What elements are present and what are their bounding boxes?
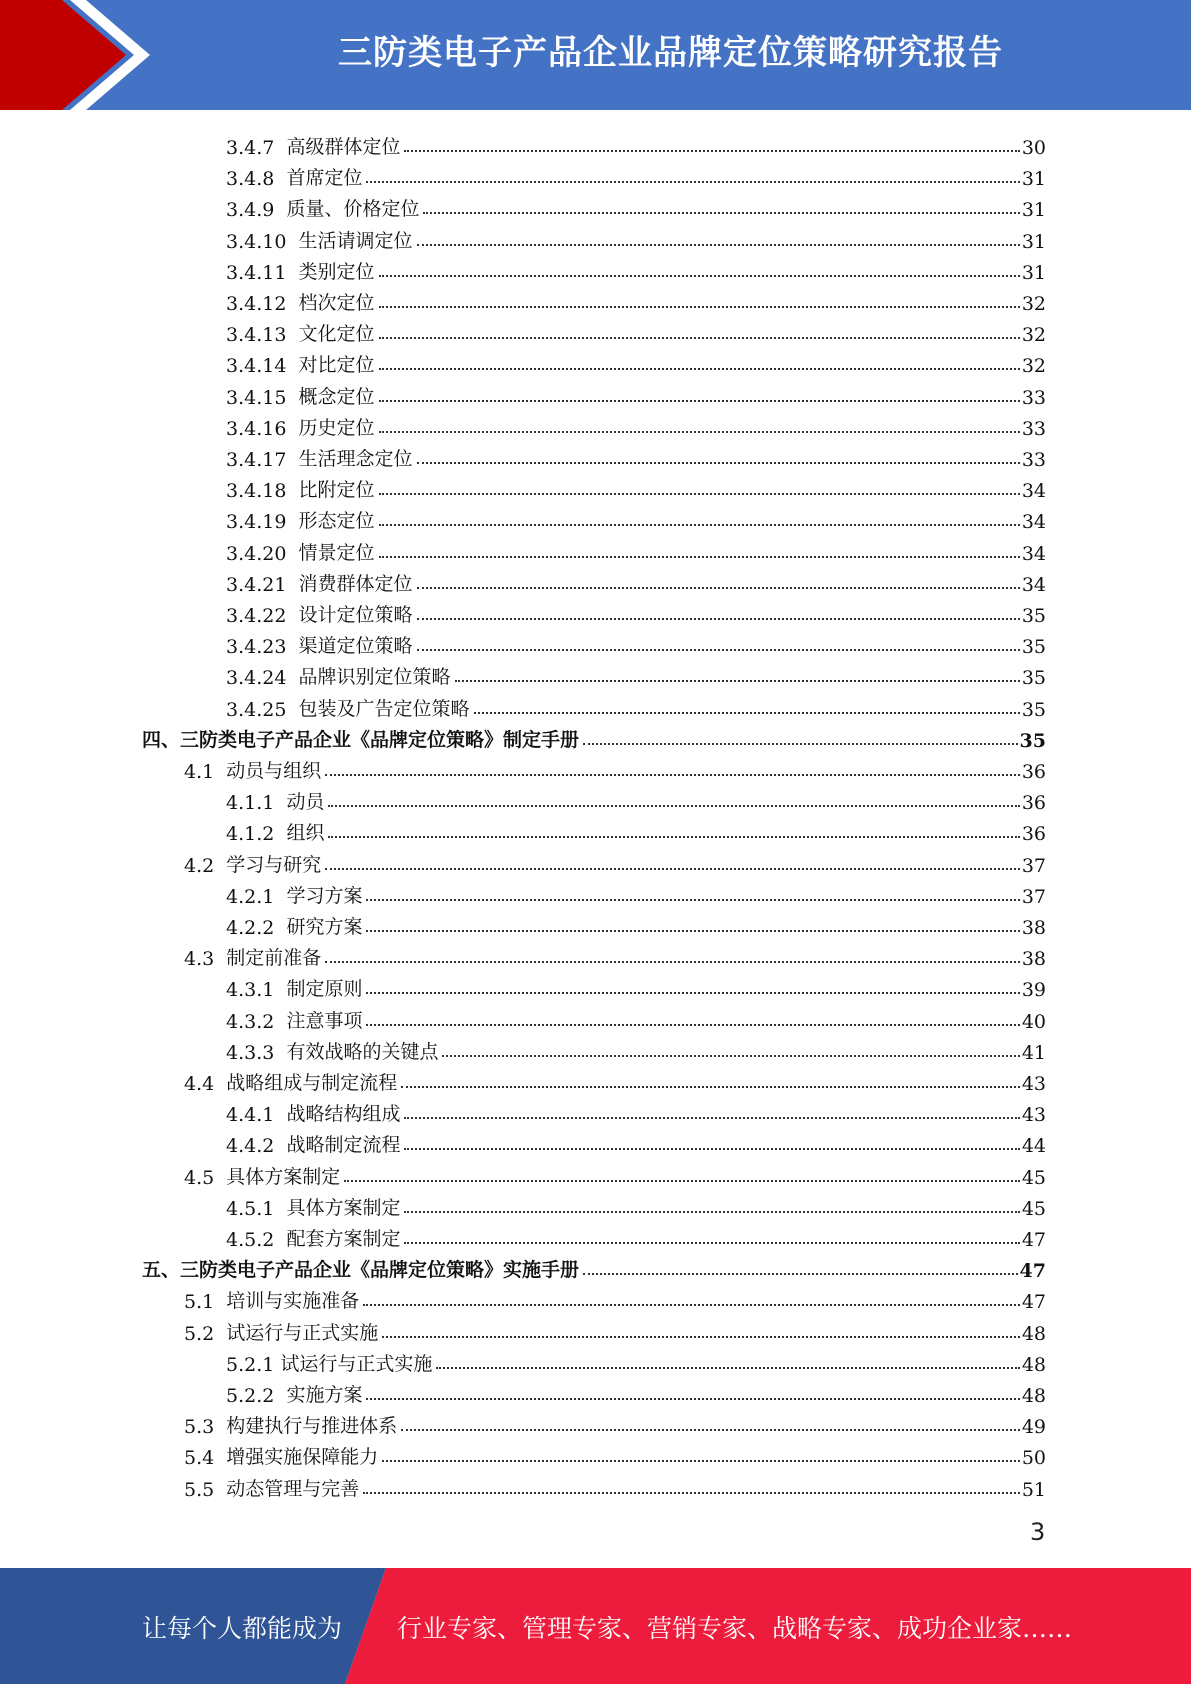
toc-entry-number: 3.4.17: [226, 449, 299, 471]
toc-entry-title: 培训与实施准备: [226, 1290, 360, 1313]
toc-dot-leader: [366, 1398, 1019, 1400]
toc-entry-title: 试运行与正式实施: [280, 1352, 433, 1375]
toc-entry-page: 47: [1019, 1260, 1046, 1283]
toc-entry-title: 概念定位: [298, 385, 375, 408]
toc-entry-number: 4.3.2: [226, 1010, 287, 1033]
toc-entry-title: 消费群体定位: [298, 572, 413, 595]
toc-entry-title: 构建执行与推进体系: [226, 1415, 398, 1438]
toc-entry-page: 34: [1021, 542, 1046, 565]
toc-entry-title: 类别定位: [298, 260, 375, 283]
footer-slogan: 让每个人都能成为: [142, 1614, 343, 1643]
toc-dot-leader: [382, 1336, 1020, 1338]
toc-dot-leader: [404, 150, 1019, 152]
toc-entry-title: 有效战略的关键点: [286, 1040, 439, 1063]
toc-dot-leader: [325, 868, 1020, 870]
toc-entry[interactable]: [226, 159, 1046, 190]
toc-entry-number: 3.4.19: [226, 511, 299, 534]
toc-entry-title: 形态定位: [298, 510, 375, 533]
toc-entry-title: 动员: [286, 791, 325, 814]
toc-entry[interactable]: [226, 970, 1046, 1001]
toc-entry-number: 4.3.3: [226, 1041, 287, 1064]
toc-entry[interactable]: [226, 378, 1046, 409]
toc-entry[interactable]: [226, 908, 1046, 939]
toc-dot-leader: [583, 1273, 1018, 1275]
report-title: 三防类电子产品企业品牌定位策略研究报告: [338, 33, 1003, 73]
toc-dot-leader: [328, 805, 1019, 807]
toc-dot-leader: [442, 1055, 1019, 1057]
toc-dot-leader: [417, 244, 1020, 246]
toc-entry-page: 35: [1021, 636, 1046, 659]
toc-entry[interactable]: [226, 1095, 1046, 1126]
toc-entry-number: 3.4.14: [226, 355, 299, 378]
toc-dot-leader: [379, 524, 1020, 526]
toc-entry-title: 动态管理与完善: [226, 1477, 360, 1500]
toc-entry-number: 5.1: [184, 1291, 227, 1314]
toc-entry-title: 高级群体定位: [286, 136, 401, 158]
toc-entry[interactable]: [226, 440, 1046, 471]
toc-entry[interactable]: [226, 783, 1046, 814]
toc-entry-title: 研究方案: [286, 916, 363, 938]
toc-entry-number: 5.4: [184, 1447, 227, 1470]
toc-dot-leader: [423, 212, 1019, 214]
toc-entry-page: 51: [1021, 1478, 1046, 1501]
toc-entry-title: 具体方案制定: [286, 1196, 401, 1219]
toc-entry-number: 4.4.1: [226, 1104, 287, 1127]
toc-entry-page: 43: [1021, 1073, 1046, 1095]
toc-entry[interactable]: [226, 658, 1046, 689]
toc-entry-page: 37: [1021, 885, 1046, 908]
toc-entry[interactable]: [184, 1438, 1046, 1469]
toc-dot-leader: [417, 618, 1020, 620]
toc-entry-title: 设计定位策略: [298, 604, 413, 626]
toc-entry[interactable]: [184, 1314, 1046, 1345]
toc-entry-page: 35: [1021, 605, 1046, 627]
toc-dot-leader: [401, 1086, 1020, 1088]
toc-entry[interactable]: [226, 534, 1046, 565]
toc-entry-number: 3.4.16: [226, 417, 299, 440]
toc-entry-title: 配套方案制定: [286, 1228, 401, 1250]
toc-entry-title: 具体方案制定: [226, 1165, 341, 1188]
toc-entry-number: 4.1: [184, 761, 227, 783]
toc-entry-page: 31: [1021, 199, 1046, 222]
toc-entry-title: 生活请调定位: [298, 229, 413, 252]
toc-dot-leader: [436, 1367, 1019, 1369]
toc-entry-page: 34: [1021, 573, 1046, 596]
toc-entry-page: 38: [1021, 948, 1046, 971]
toc-entry[interactable]: [226, 409, 1046, 440]
toc-entry-title: 包装及广告定位策略: [298, 697, 470, 720]
toc-entry-number: 3.4.23: [226, 636, 299, 659]
toc-entry[interactable]: [184, 846, 1046, 877]
page-footer: [0, 1568, 1191, 1684]
toc-entry-number: 3.4.9: [226, 199, 287, 222]
toc-entry-page: 48: [1021, 1322, 1046, 1345]
toc-entry[interactable]: [142, 721, 1046, 752]
toc-dot-leader: [363, 1304, 1020, 1306]
toc-entry[interactable]: [226, 565, 1046, 596]
toc-entry[interactable]: [226, 1376, 1046, 1407]
toc-entry[interactable]: [184, 1064, 1046, 1095]
toc-dot-leader: [455, 680, 1020, 682]
toc-entry-number: 3.4.21: [226, 573, 299, 596]
toc-dot-leader: [417, 462, 1020, 464]
toc-entry-number: 3.4.15: [226, 386, 299, 409]
toc-entry[interactable]: [226, 1002, 1046, 1033]
toc-entry-page: 31: [1021, 168, 1046, 191]
toc-entry-page: 35: [1019, 729, 1046, 752]
toc-entry-number: 3.4.22: [226, 605, 299, 627]
toc-dot-leader: [366, 992, 1019, 994]
toc-entry-title: 学习与研究: [226, 853, 322, 876]
toc-entry-title: 档次定位: [298, 292, 375, 314]
toc-dot-leader: [366, 1024, 1019, 1026]
toc-dot-leader: [404, 1242, 1019, 1244]
page-number: 3: [1030, 1518, 1046, 1546]
toc-entry-number: 4.5: [184, 1166, 227, 1189]
toc-entry-page: 48: [1021, 1353, 1046, 1376]
toc-dot-leader: [379, 368, 1020, 370]
toc-entry[interactable]: [184, 1407, 1046, 1438]
toc-dot-leader: [379, 400, 1020, 402]
toc-dot-leader: [325, 961, 1020, 963]
toc-entry[interactable]: [226, 1220, 1046, 1251]
toc-dot-leader: [344, 1180, 1020, 1182]
toc-entry[interactable]: [226, 284, 1046, 315]
toc-entry-number: 4.5.2: [226, 1229, 287, 1251]
toc-entry-title: 生活理念定位: [298, 448, 413, 470]
toc-dot-leader: [379, 306, 1020, 308]
toc-entry-title: 战略制定流程: [286, 1134, 401, 1157]
toc-entry-title: 品牌识别定位策略: [298, 666, 451, 689]
toc-entry[interactable]: [226, 471, 1046, 502]
toc-entry-number: 4.5.1: [226, 1197, 287, 1220]
toc-dot-leader: [328, 836, 1019, 838]
toc-entry-page: 36: [1021, 792, 1046, 815]
toc-dot-leader: [379, 275, 1020, 277]
toc-entry[interactable]: [184, 1158, 1046, 1189]
toc-entry-number: 3.4.18: [226, 480, 299, 503]
toc-entry-number: 4.2.2: [226, 917, 287, 939]
toc-entry-number: 3.4.11: [226, 261, 299, 284]
toc-entry[interactable]: [226, 502, 1046, 533]
toc-dot-leader: [325, 774, 1020, 776]
toc-dot-leader: [382, 1460, 1020, 1462]
toc-entry-page: 50: [1021, 1447, 1046, 1470]
toc-entry-page: 36: [1021, 823, 1046, 846]
toc-entry-title: 增强实施保障能力: [226, 1446, 379, 1469]
toc-entry-number: 4.1.2: [226, 823, 287, 846]
toc-entry-number: 4.1.1: [226, 792, 287, 815]
toc-entry-title: 试运行与正式实施: [226, 1321, 379, 1344]
toc-dot-leader: [417, 587, 1020, 589]
toc-entry-page: 33: [1021, 449, 1046, 471]
toc-entry-number: 4.3: [184, 948, 227, 971]
toc-entry-number: 4.4: [184, 1073, 227, 1095]
toc-entry-number: 5.5: [184, 1478, 227, 1501]
toc-entry-page: 44: [1021, 1135, 1046, 1158]
toc-entry-title: 制定前准备: [226, 947, 322, 970]
toc-entry-number: 3.4.10: [226, 230, 299, 253]
toc-entry-page: 48: [1021, 1385, 1046, 1407]
toc-entry-page: 36: [1021, 761, 1046, 783]
toc-dot-leader: [366, 899, 1019, 901]
toc-entry[interactable]: [226, 253, 1046, 284]
toc-dot-leader: [366, 181, 1019, 183]
toc-entry-page: 31: [1021, 261, 1046, 284]
toc-entry-page: 34: [1021, 480, 1046, 503]
toc-entry-title: 组织: [286, 822, 325, 845]
toc-entry-page: 47: [1021, 1291, 1046, 1314]
toc-entry-page: 39: [1021, 979, 1046, 1002]
toc-entry-title: 渠道定位策略: [298, 635, 413, 658]
toc-entry-title: 战略组成与制定流程: [226, 1072, 398, 1094]
toc-entry-page: 47: [1021, 1229, 1046, 1251]
toc-entry[interactable]: [226, 1189, 1046, 1220]
toc-entry-page: 41: [1021, 1041, 1046, 1064]
toc-dot-leader: [404, 1117, 1019, 1119]
toc-entry-page: 33: [1021, 386, 1046, 409]
toc-entry-number: 3.4.25: [226, 698, 299, 721]
toc-dot-leader: [404, 1211, 1019, 1213]
toc-entry-title: 四、三防类电子产品企业《品牌定位策略》制定手册: [142, 728, 580, 751]
toc-entry[interactable]: [226, 690, 1046, 721]
toc-dot-leader: [583, 743, 1018, 745]
toc-entry-title: 学习方案: [286, 884, 363, 907]
toc-entry-page: 34: [1021, 511, 1046, 534]
toc-entry-title: 比附定位: [298, 479, 375, 502]
toc-entry[interactable]: [226, 346, 1046, 377]
toc-entry-number: 5.3: [184, 1416, 227, 1439]
toc-entry-page: 43: [1021, 1104, 1046, 1127]
toc-entry[interactable]: [226, 1345, 1046, 1376]
toc-entry-number: 4.2: [184, 854, 227, 877]
toc-entry[interactable]: [226, 1033, 1046, 1064]
toc-entry-page: 40: [1021, 1010, 1046, 1033]
toc-dot-leader: [404, 1148, 1019, 1150]
toc-entry-page: 35: [1021, 667, 1046, 690]
toc-entry-number: 4.2.1: [226, 885, 287, 908]
toc-entry-title: 动员与组织: [226, 760, 322, 782]
toc-entry-number: 4.4.2: [226, 1135, 287, 1158]
toc-entry-title: 注意事项: [286, 1009, 363, 1032]
toc-entry[interactable]: [226, 627, 1046, 658]
toc-entry[interactable]: [184, 1282, 1046, 1313]
toc-entry-page: 33: [1021, 417, 1046, 440]
toc-entry-title: 对比定位: [298, 354, 375, 377]
toc-entry[interactable]: [226, 190, 1046, 221]
toc-dot-leader: [401, 1429, 1020, 1431]
toc-entry[interactable]: [142, 1251, 1046, 1282]
toc-entry-number: 5.2.2: [226, 1385, 287, 1407]
toc-entry-page: 38: [1021, 917, 1046, 939]
toc-entry-title: 质量、价格定位: [286, 198, 420, 221]
toc-dot-leader: [474, 712, 1020, 714]
toc-entry-page: 31: [1021, 230, 1046, 253]
toc-entry-title: 情景定位: [298, 541, 375, 564]
toc-dot-leader: [366, 930, 1019, 932]
toc-entry[interactable]: [184, 939, 1046, 970]
page-header: [0, 0, 1191, 110]
toc-entry[interactable]: [184, 1470, 1046, 1501]
toc-entry-number: 3.4.24: [226, 667, 299, 690]
toc-dot-leader: [363, 1492, 1020, 1494]
toc-entry[interactable]: [226, 128, 1046, 159]
toc-entry-title: 制定原则: [286, 978, 363, 1001]
toc-dot-leader: [417, 649, 1020, 651]
toc-entry[interactable]: [226, 222, 1046, 253]
toc-entry-number: 3.4.8: [226, 168, 287, 191]
toc-entry-title: 战略结构组成: [286, 1103, 401, 1126]
toc-dot-leader: [379, 431, 1020, 433]
toc-entry-page: 32: [1021, 293, 1046, 315]
toc-entry-title: 五、三防类电子产品企业《品牌定位策略》实施手册: [142, 1259, 580, 1282]
toc-entry[interactable]: [226, 877, 1046, 908]
toc-entry[interactable]: [226, 596, 1046, 627]
toc-entry-number: 5.2: [184, 1322, 227, 1345]
toc-entry-page: 35: [1021, 698, 1046, 721]
toc-entry-title: 文化定位: [298, 323, 375, 346]
toc-entry-page: 32: [1021, 355, 1046, 378]
toc-entry-page: 45: [1021, 1166, 1046, 1189]
toc-entry-number: 5.2.1: [226, 1353, 281, 1376]
toc-entry-number: 3.4.13: [226, 324, 299, 347]
toc-entry-page: 37: [1021, 854, 1046, 877]
toc-entry-title: 首席定位: [286, 167, 363, 190]
toc-entry-page: 45: [1021, 1197, 1046, 1220]
toc-entry-page: 30: [1021, 137, 1046, 159]
toc-entry[interactable]: [226, 814, 1046, 845]
toc-dot-leader: [379, 337, 1020, 339]
toc-entry-page: 49: [1021, 1416, 1046, 1439]
toc-entry-page: 32: [1021, 324, 1046, 347]
toc-entry[interactable]: [226, 1126, 1046, 1157]
toc-entry-number: 4.3.1: [226, 979, 287, 1002]
toc-dot-leader: [379, 556, 1020, 558]
header-arrow-graphic: [0, 0, 160, 110]
footer-expert-list: 行业专家、管理专家、营销专家、战略专家、成功企业家……: [397, 1614, 1073, 1643]
toc-entry[interactable]: [184, 752, 1046, 783]
toc-entry-number: 3.4.20: [226, 542, 299, 565]
toc-dot-leader: [379, 493, 1020, 495]
toc-entry-number: 3.4.7: [226, 137, 287, 159]
toc-entry[interactable]: [226, 315, 1046, 346]
toc-entry-title: 实施方案: [286, 1384, 363, 1406]
toc-entry-title: 历史定位: [298, 416, 375, 439]
toc-entry-number: 3.4.12: [226, 293, 299, 315]
